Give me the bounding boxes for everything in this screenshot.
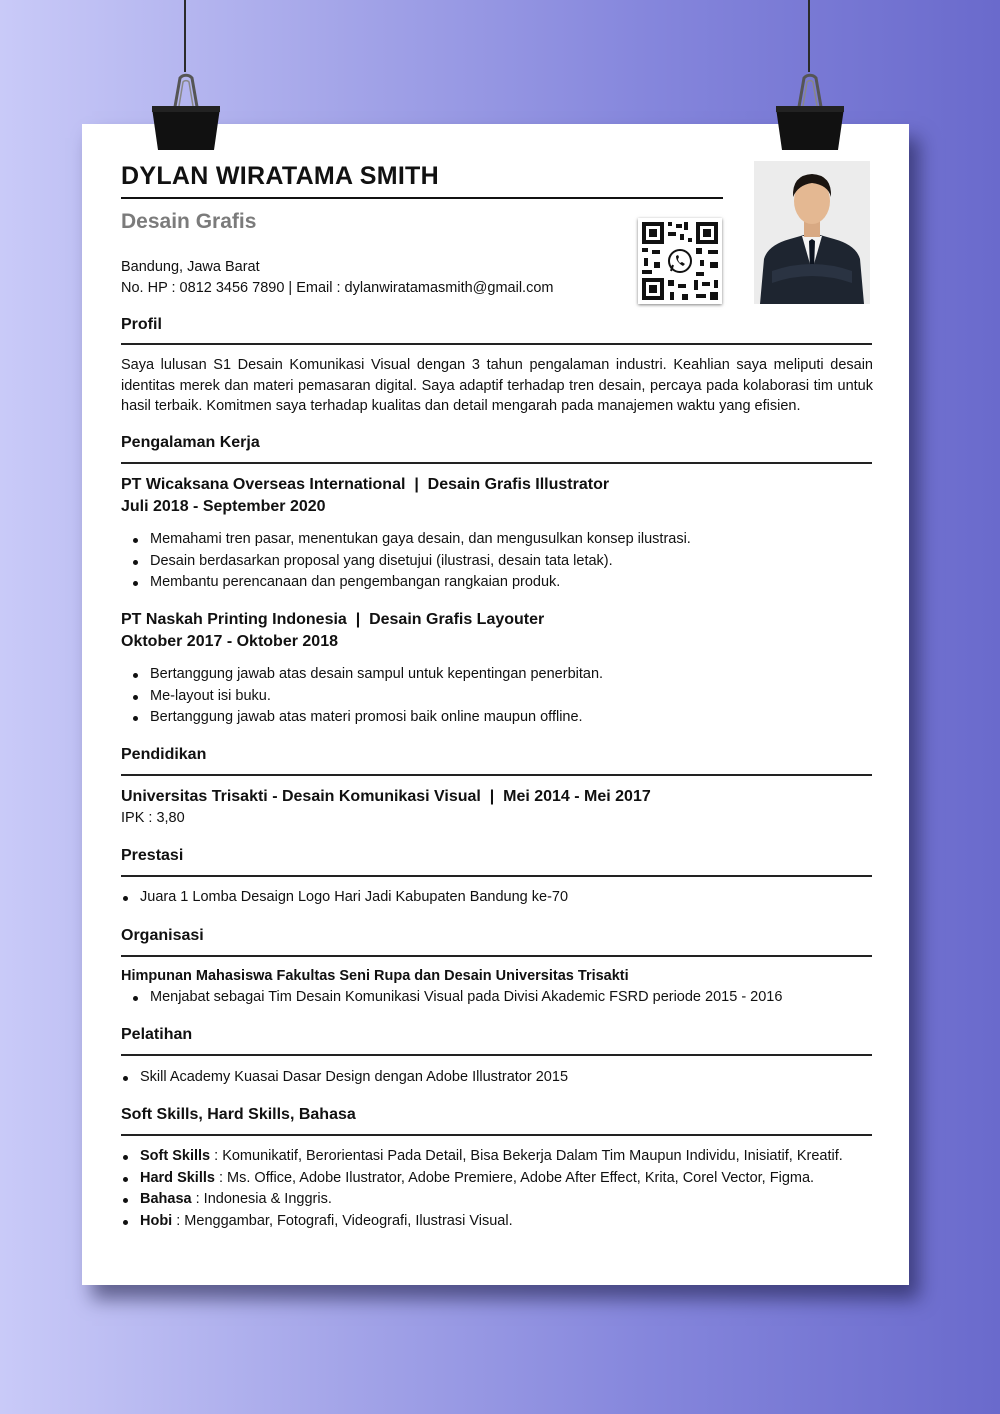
section-divider bbox=[121, 1054, 872, 1056]
section-divider bbox=[121, 343, 872, 345]
skill-value: : Ms. Office, Adobe Ilustrator, Adobe Premiere, Adobe After Effect, Krita, Corel Vector, Figma. bbox=[214, 1169, 815, 1186]
list-item: Bertanggung jawab atas desain sampul untuk kepentingan penerbitan. bbox=[131, 664, 881, 686]
skill-label: Soft Skills bbox=[140, 1148, 211, 1164]
skill-label: Bahasa bbox=[140, 1191, 192, 1207]
section-title-experience: Pengalaman Kerja bbox=[121, 434, 260, 451]
organization-name: Himpunan Mahasiswa Fakultas Seni Rupa dan Desain Universitas Trisakti bbox=[121, 968, 629, 984]
profile-text: Saya lulusan S1 Desain Komunikasi Visual dengan 3 tahun pengalaman industri. Keahlian saya meliputi desain identitas merek dan materi pemasaran digital. Saya adaptif terhadap tren desain, percaya pada kolaborasi tim untuk hasil terbaik. Komitmen saya terhadap kualitas dan detail mengarah pada manajemen waktu yang efisien. bbox=[121, 357, 873, 414]
achievement-list bbox=[121, 887, 871, 909]
job-period: Juli 2018 - September 2020 bbox=[121, 498, 326, 515]
list-item: Desain berdasarkan proposal yang disetujui (ilustrasi, desain tata letak). bbox=[131, 551, 881, 573]
skill-label: Hobi bbox=[140, 1212, 173, 1229]
section-title-training: Pelatihan bbox=[121, 1026, 193, 1043]
organization-list bbox=[131, 987, 881, 1009]
job-duties bbox=[131, 664, 881, 729]
contact-info: No. HP : 0812 3456 7890 | Email : dylanwiratamasmith@gmail.com bbox=[121, 280, 554, 296]
section-divider bbox=[121, 774, 872, 776]
list-item: Skill Academy Kuasai Dasar Design dengan Adobe Illustrator 2015 bbox=[121, 1067, 871, 1089]
section-divider bbox=[121, 955, 872, 957]
section-divider bbox=[121, 462, 872, 464]
section-title-education: Pendidikan bbox=[121, 746, 207, 763]
gpa: IPK : 3,80 bbox=[121, 810, 185, 826]
job-period: Oktober 2017 - Oktober 2018 bbox=[121, 633, 338, 650]
list-item: Memahami tren pasar, menentukan gaya desain, dan mengusulkan konsep ilustrasi. bbox=[131, 529, 881, 551]
section-title-profile: Profil bbox=[121, 316, 162, 333]
list-item bbox=[121, 1211, 871, 1233]
whatsapp-icon bbox=[669, 250, 691, 272]
skills-list bbox=[121, 1146, 871, 1232]
profile-photo bbox=[754, 161, 870, 304]
qr-code-icon bbox=[638, 218, 722, 304]
list-item: Menjabat sebagai Tim Desain Komunikasi Visual pada Divisi Akademic FSRD periode 2015 - 2016 bbox=[131, 987, 881, 1009]
list-item: Bertanggung jawab atas materi promosi baik online maupun offline. bbox=[131, 707, 881, 729]
binder-clip-icon bbox=[772, 62, 848, 152]
binder-clip-icon bbox=[148, 62, 224, 152]
name-divider bbox=[121, 197, 723, 199]
skill-value: : Indonesia & Inggris. bbox=[191, 1191, 332, 1207]
skill-value: : Komunikatif, Berorientasi Pada Detail, Bisa Bekerja Dalam Tim Maupun Individu, Inisiatif, Kreatif. bbox=[210, 1148, 843, 1164]
job-duties bbox=[131, 529, 881, 594]
address: Bandung, Jawa Barat bbox=[121, 259, 260, 275]
resume-sheet bbox=[82, 124, 909, 1285]
section-divider bbox=[121, 1134, 872, 1136]
list-item bbox=[121, 1189, 871, 1211]
list-item: Juara 1 Lomba Desaign Logo Hari Jadi Kabupaten Bandung ke-70 bbox=[121, 887, 871, 909]
list-item: Membantu perencanaan dan pengembangan rangkaian produk. bbox=[131, 572, 881, 594]
education-entry: Universitas Trisakti - Desain Komunikasi Visual | Mei 2014 - Mei 2017 bbox=[121, 788, 651, 805]
section-divider bbox=[121, 875, 872, 877]
list-item bbox=[121, 1146, 871, 1168]
job-title: PT Naskah Printing Indonesia | Desain Grafis Layouter bbox=[121, 611, 545, 628]
list-item: Me-layout isi buku. bbox=[131, 686, 881, 708]
training-list bbox=[121, 1067, 871, 1089]
candidate-name: DYLAN WIRATAMA SMITH bbox=[121, 162, 439, 190]
list-item bbox=[121, 1168, 871, 1190]
section-title-skills: Soft Skills, Hard Skills, Bahasa bbox=[121, 1106, 356, 1123]
section-title-organization: Organisasi bbox=[121, 927, 204, 944]
job-title: PT Wicaksana Overseas International | Desain Grafis Illustrator bbox=[121, 476, 610, 493]
candidate-role: Desain Grafis bbox=[121, 210, 257, 233]
skill-value: : Menggambar, Fotografi, Videografi, Ilustrasi Visual. bbox=[172, 1212, 513, 1229]
section-title-achievements: Prestasi bbox=[121, 847, 184, 864]
skill-label: Hard Skills bbox=[140, 1169, 215, 1186]
